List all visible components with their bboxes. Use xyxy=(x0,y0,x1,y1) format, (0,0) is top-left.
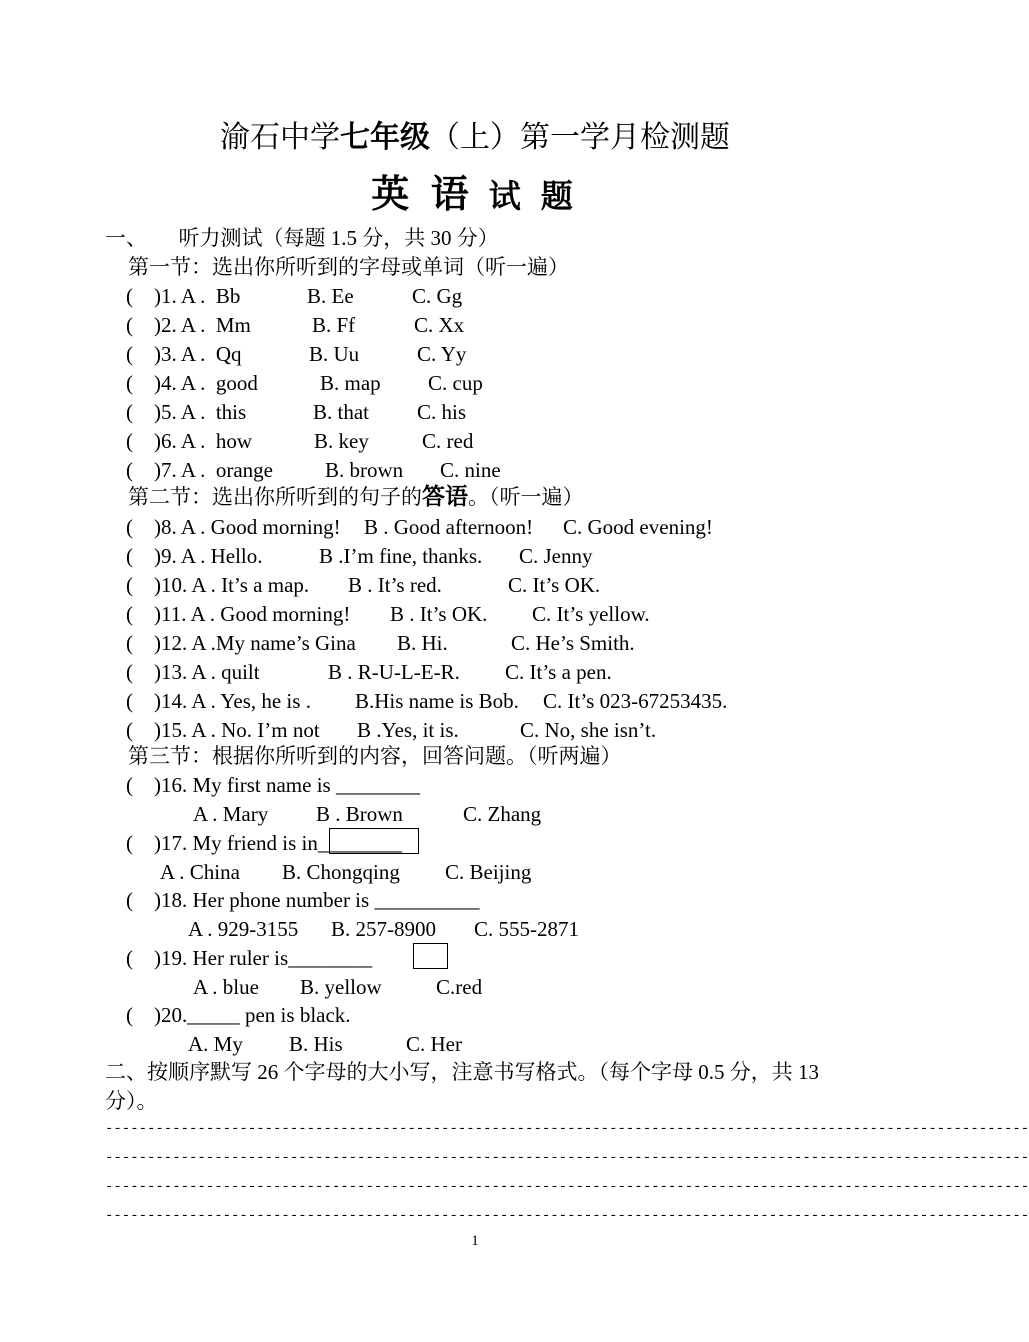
part2-heading-emphasis: 答语 xyxy=(422,484,468,509)
option-b: B. His xyxy=(289,1032,343,1056)
subject-suffix: 试 题 xyxy=(474,178,579,214)
school-name: 渝石中学 xyxy=(220,121,340,154)
subject-name: 英 语 xyxy=(371,174,475,216)
option-c: C. No, she isn’t. xyxy=(520,718,657,742)
option-c: C. Gg xyxy=(412,284,463,308)
option-c: C. Jenny xyxy=(519,544,593,568)
option-b: B. Uu xyxy=(309,342,360,366)
option-b: B . R-U-L-E-R. xyxy=(328,660,460,684)
option-b: B .Yes, it is. xyxy=(357,718,459,742)
question-stem: ( )14. A . Yes, he is . xyxy=(126,689,311,713)
question-stem: ( )15. A . No. I’m not xyxy=(126,718,320,742)
option-c: C. his xyxy=(417,400,467,424)
option-c: C. It’s OK. xyxy=(508,573,601,597)
option-a: A . 929-3155 xyxy=(188,917,299,941)
question-stem: ( )16. My first name is ________ xyxy=(126,773,420,797)
question-stem: ( )11. A . Good morning! xyxy=(126,602,351,626)
option-b: B . Brown xyxy=(316,802,403,826)
option-b: B .I’m fine, thanks. xyxy=(319,544,483,568)
question-stem: ( )3. A . Qq xyxy=(126,342,242,366)
option-a: A. My xyxy=(188,1032,243,1056)
option-b: B . It’s OK. xyxy=(390,602,488,626)
option-b: B. Ff xyxy=(312,313,356,337)
option-b: B. brown xyxy=(325,458,404,482)
grade-label: 七年级 xyxy=(340,121,430,154)
option-c: C. Beijing xyxy=(445,860,532,884)
option-a: A . blue xyxy=(193,975,259,999)
question-stem: ( )20._____ pen is black. xyxy=(126,1003,351,1027)
option-c: C. It’s a pen. xyxy=(505,660,612,684)
option-b: B. yellow xyxy=(300,975,382,999)
answer-box xyxy=(329,828,419,854)
answer-box xyxy=(413,943,448,969)
question-stem: ( )6. A . how xyxy=(126,429,252,453)
question-stem: ( )13. A . quilt xyxy=(126,660,260,684)
question-stem: ( )1. A . Bb xyxy=(126,284,241,308)
option-c: C. It’s yellow. xyxy=(532,602,650,626)
option-c: C. Her xyxy=(406,1032,462,1056)
option-b: B. 257-8900 xyxy=(331,917,436,941)
part3-heading: 第三节：根据你所听到的内容，回答问题。（听两遍） xyxy=(128,744,622,768)
option-b: B. Chongqing xyxy=(282,860,400,884)
option-c: C. cup xyxy=(428,371,483,395)
question-stem: ( )19. Her ruler is________ xyxy=(126,946,373,970)
part2-heading-note: 。（听一遍） xyxy=(468,485,584,509)
option-c: C. 555-2871 xyxy=(474,917,579,941)
question-stem: ( )5. A . this xyxy=(126,400,247,424)
subject-title xyxy=(0,172,950,219)
option-c: C. nine xyxy=(440,458,501,482)
writing-line: -------------------------------------------------------------------------------------------------------------- xyxy=(105,1150,1029,1166)
option-c: C. Zhang xyxy=(463,802,542,826)
option-b: B.His name is Bob. xyxy=(355,689,519,713)
option-b: B. Hi. xyxy=(397,631,448,655)
option-b: B . It’s red. xyxy=(348,573,442,597)
page-number: 1 xyxy=(471,1233,479,1249)
question-stem: ( )9. A . Hello. xyxy=(126,544,263,568)
writing-line: -------------------------------------------------------------------------------------------------------------- xyxy=(105,1208,1029,1224)
section2-heading: 二、按顺序默写 26 个字母的大小写，注意书写格式。（每个字母 0.5 分，共 13 xyxy=(105,1060,819,1084)
option-a: A . China xyxy=(160,860,240,884)
section2-heading-cont: 分）。 xyxy=(105,1089,158,1113)
option-c: C. Good evening! xyxy=(563,515,713,539)
section1-heading: 一、 听力测试（每题 1.5 分，共 30 分） xyxy=(105,226,499,250)
option-c: C. Yy xyxy=(417,342,467,366)
part1-heading: 第一节：选出你所听到的字母或单词（听一遍） xyxy=(128,255,569,279)
question-stem: ( )2. A . Mm xyxy=(126,313,251,337)
question-stem: ( )17. My friend is in________ xyxy=(126,831,402,855)
question-stem: ( )10. A . It’s a map. xyxy=(126,573,310,597)
writing-line: -------------------------------------------------------------------------------------------------------------- xyxy=(105,1179,1029,1195)
option-b: B . Good afternoon! xyxy=(364,515,534,539)
option-b: B. key xyxy=(314,429,369,453)
part2-heading-text: 第二节：选出你所听到的句子的 xyxy=(128,485,422,509)
option-c: C. red xyxy=(422,429,474,453)
part2-heading xyxy=(128,484,584,510)
question-stem: ( )8. A . Good morning! xyxy=(126,515,341,539)
option-b: B. Ee xyxy=(307,284,354,308)
exam-title xyxy=(0,120,950,156)
option-b: B. map xyxy=(320,371,381,395)
question-stem: ( )12. A .My name’s Gina xyxy=(126,631,356,655)
exam-name: （上）第一学月检测题 xyxy=(430,121,730,154)
option-b: B. that xyxy=(313,400,369,424)
option-c: C. He’s Smith. xyxy=(511,631,635,655)
option-c: C.red xyxy=(436,975,483,999)
question-stem: ( )18. Her phone number is __________ xyxy=(126,888,480,912)
question-stem: ( )7. A . orange xyxy=(126,458,273,482)
option-c: C. Xx xyxy=(414,313,465,337)
question-stem: ( )4. A . good xyxy=(126,371,258,395)
writing-line: -------------------------------------------------------------------------------------------------------------- xyxy=(105,1121,1029,1137)
option-c: C. It’s 023-67253435. xyxy=(543,689,728,713)
option-a: A . Mary xyxy=(193,802,269,826)
